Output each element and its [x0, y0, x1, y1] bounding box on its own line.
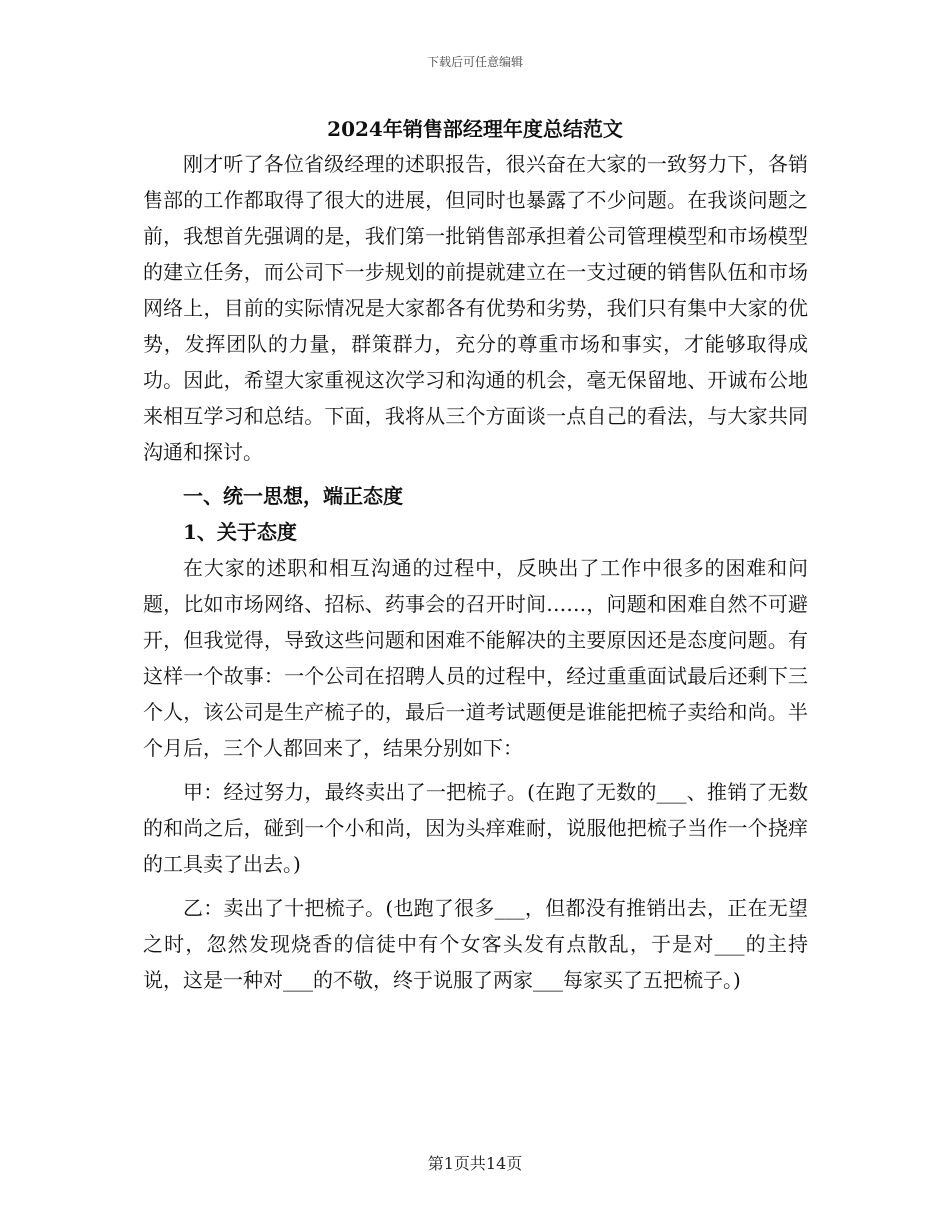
intro-paragraph: 刚才听了各位省级经理的述职报告，很兴奋在大家的一致努力下，各销售部的工作都取得了很大的进展，但同时也暴露了不少问题。在我谈问题之前，我想首先强调的是，我们第一批销售部承担着公司管理模型和市场模型的建立任务，而公司下一步规划的前提就建立在一支过硬的销售队伍和市场网络上，目前的实际情况是大家都各有优势和劣势，我们只有集中大家的优势，发挥团队的力量，群策群力，充分的尊重市场和事实，才能够取得成功。因此，希望大家重视这次学习和沟通的机会，毫无保留地、开诚布公地来相互学习和总结。下面，我将从三个方面谈一点自己的看法，与大家共同沟通和探讨。 — [143, 152, 808, 464]
case-a-paragraph: 甲：经过努力，最终卖出了一把梳子。(在跑了无数的___、推销了无数的和尚之后，碰到一个小和尚，因为头痒难耐，说服他把梳子当作一个挠痒的工具卖了出去。) — [143, 780, 808, 876]
header-note: 下载后可任意编辑 — [426, 55, 523, 69]
document-body — [143, 146, 808, 998]
document-title: 2024年销售部经理年度总结范文 — [327, 117, 623, 141]
section-heading-unify-thinking: 一、统一思想，端正态度 — [183, 484, 403, 508]
attitude-paragraph: 在大家的述职和相互沟通的过程中，反映出了工作中很多的困难和问题，比如市场网络、招标、药事会的召开时间……，问题和困难自然不可避开，但我觉得，导致这些问题和困难不能解决的主要原因还是态度问题。有这样一个故事：一个公司在招聘人员的过程中，经过重重面试最后还剩下三个人，该公司是生产梳子的，最后一道考试题便是谁能把梳子卖给和尚。半个月后，三个人都回来了，结果分别如下： — [143, 556, 808, 760]
page-number-footer: 第1页共14页 — [427, 1154, 523, 1173]
case-b-paragraph: 乙：卖出了十把梳子。(也跑了很多___，但都没有推销出去，正在无望之时，忽然发现烧香的信徒中有个女客头发有点散乱，于是对___的主持说，这是一种对___的不敬，终于说服了两家___每家买了五把梳子。) — [143, 896, 808, 992]
subsection-heading-attitude: 1、关于态度 — [183, 520, 297, 544]
